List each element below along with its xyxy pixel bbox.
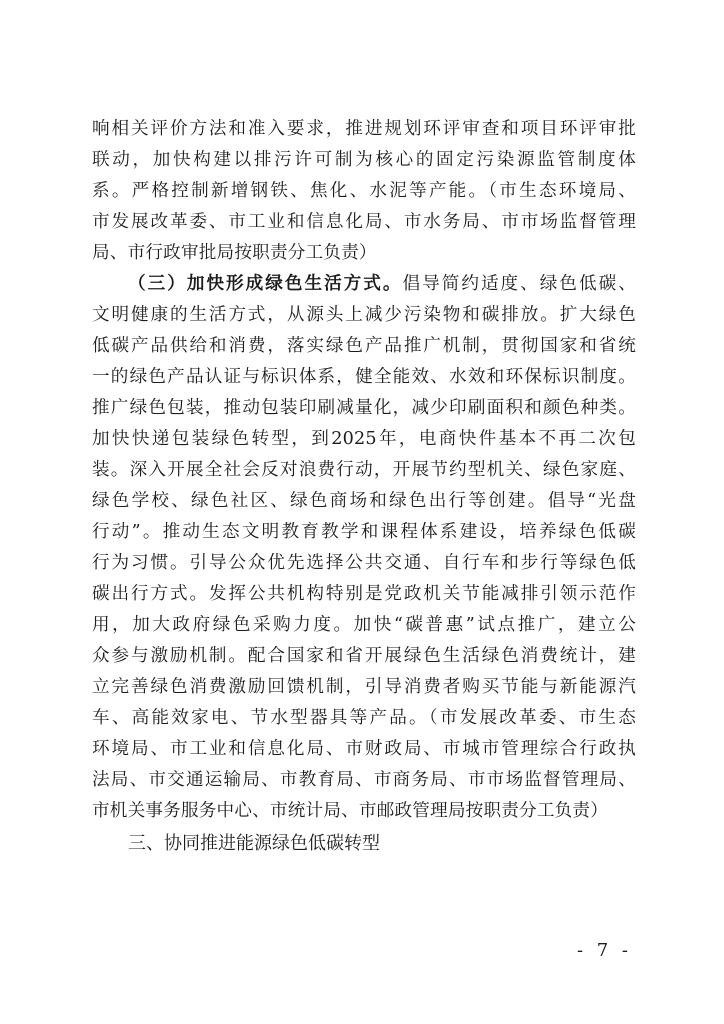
paragraph-line: 系。严格控制新增钢铁、焦化、水泥等产能。（市生态环境局、 [92, 181, 636, 201]
paragraph-line: 碳出行方式。发挥公共机构特别是党政机关节能减排引领示范作 [92, 584, 636, 604]
page-number: - 7 - [576, 940, 632, 961]
paragraph-line: 装。深入开展全社会反对浪费行动，开展节约型机关、绿色家庭、 [92, 460, 636, 480]
paragraph-1 [92, 114, 636, 269]
paragraph-line: 立完善绿色消费激励回馈机制，引导消费者购买节能与新能源汽 [92, 677, 636, 697]
paragraph-line: 局、市行政审批局按职责分工负责） [92, 243, 377, 263]
subsection-heading: （三）加快形成绿色生活方式。 [128, 274, 403, 294]
paragraph-line: 法局、市交通运输局、市教育局、市商务局、市市场监督管理局、 [92, 770, 636, 790]
paragraph-line: 车、高能效家电、节水型器具等产品。（市发展改革委、市生态 [92, 708, 636, 728]
paragraph-line: 行为习惯。引导公众优先选择公共交通、自行车和步行等绿色低 [92, 553, 636, 573]
paragraph-line-rest: 倡导简约适度、绿色低碳、 [402, 274, 636, 294]
paragraph-line: 响相关评价方法和准入要求，推进规划环评审查和项目环评审批 [92, 119, 636, 139]
paragraph-line: 行动”。推动生态文明教育教学和课程体系建设，培养绿色低碳 [92, 522, 636, 542]
section-heading: 三、协同推进能源绿色低碳转型 [128, 833, 380, 854]
paragraph-line: 环境局、市工业和信息化局、市财政局、市城市管理综合行政执 [92, 739, 636, 759]
paragraph-line: 低碳产品供给和消费，落实绿色产品推广机制，贯彻国家和省统 [92, 336, 636, 356]
paragraph-line: 用，加大政府绿色采购力度。加快“碳普惠”试点推广，建立公 [92, 615, 636, 635]
paragraph-line: 一的绿色产品认证与标识体系，健全能效、水效和环保标识制度。 [92, 367, 636, 387]
paragraph-line: 市发展改革委、市工业和信息化局、市水务局、市市场监督管理 [92, 212, 636, 232]
paragraph-line: 加快快递包装绿色转型，到2025年，电商快件基本不再二次包 [92, 429, 636, 449]
paragraph-line: 联动，加快构建以排污许可制为核心的固定污染源监管制度体 [92, 150, 636, 170]
paragraph-line: 绿色学校、绿色社区、绿色商场和绿色出行等创建。倡导“光盘 [92, 491, 636, 511]
paragraph-first-line [92, 269, 636, 300]
paragraph-2 [92, 269, 636, 827]
document-body [92, 114, 636, 861]
paragraph-line: 文明健康的生活方式，从源头上减少污染物和碳排放。扩大绿色 [92, 305, 636, 325]
paragraph-line: 众参与激励机制。配合国家和省开展绿色生活绿色消费统计，建 [92, 646, 636, 666]
paragraph-line: 推广绿色包装，推动包装印刷减量化，减少印刷面积和颜色种类。 [92, 398, 636, 418]
paragraph-line: 市机关事务服务中心、市统计局、市邮政管理局按职责分工负责） [92, 801, 609, 821]
